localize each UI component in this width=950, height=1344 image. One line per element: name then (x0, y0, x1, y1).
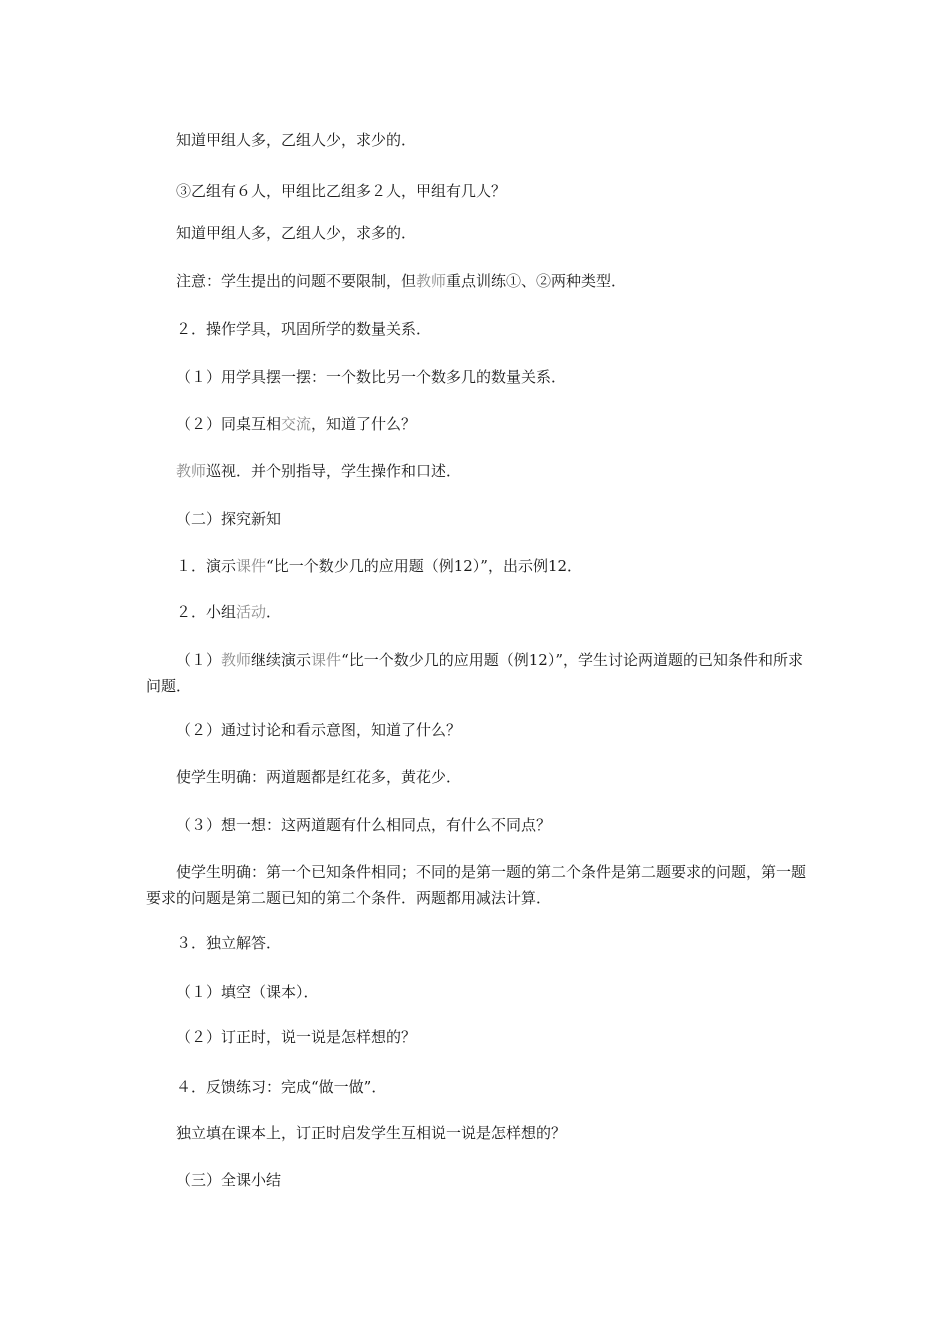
paragraph-21 (146, 1120, 806, 1146)
text-segment: （二）探究新知 (176, 510, 282, 528)
paragraph-13 (146, 717, 806, 743)
paragraph-16 (146, 859, 806, 911)
text-segment: ４．反馈练习：完成“做一做”． (176, 1078, 387, 1096)
text-segment: 巡视．并个别指导，学生操作和口述． (206, 462, 462, 480)
highlighted-term: 活动 (236, 603, 267, 621)
text-segment: （２）订正时，说一说是怎样想的？ (176, 1028, 417, 1046)
paragraph-19 (146, 1024, 806, 1050)
paragraph-5 (146, 316, 806, 342)
text-segment: 注意：学生提出的问题不要限制，但 (176, 272, 417, 290)
paragraph-22 (146, 1167, 806, 1193)
highlighted-term: 课件 (236, 557, 267, 575)
text-segment: ３．独立解答． (176, 934, 282, 952)
highlighted-term: 教师 (416, 272, 447, 290)
text-segment: 使学生明确：两道题都是红花多，黄花少． (176, 768, 462, 786)
text-segment: （２）同桌互相 (176, 415, 282, 433)
highlighted-term: 教师 (176, 462, 207, 480)
paragraph-11 (146, 599, 806, 625)
paragraph-2 (146, 178, 806, 204)
text-segment: 知道甲组人多，乙组人少，求少的． (176, 131, 417, 149)
text-segment: 继续演示 (251, 651, 312, 669)
text-segment: （１）用学具摆一摆：一个数比另一个数多几的数量关系． (176, 368, 567, 386)
text-segment: 重点训练①、②两种类型． (446, 272, 627, 290)
text-segment: ，知道了什么？ (311, 415, 417, 433)
paragraph-17 (146, 930, 806, 956)
paragraph-9 (146, 506, 806, 532)
paragraph-12 (146, 647, 806, 699)
highlighted-term: 课件 (311, 651, 342, 669)
highlighted-term: 教师 (221, 651, 252, 669)
highlighted-term: 交流 (281, 415, 312, 433)
paragraph-7 (146, 411, 806, 437)
text-segment: ２．操作学具，巩固所学的数量关系． (176, 320, 432, 338)
text-segment: （１）填空（课本）． (176, 983, 319, 1001)
paragraph-6 (146, 364, 806, 390)
paragraph-1 (146, 127, 806, 153)
paragraph-20 (146, 1074, 806, 1100)
text-segment: （１） (176, 651, 222, 669)
paragraph-4 (146, 268, 806, 294)
paragraph-3 (146, 220, 806, 246)
text-segment: （三）全课小结 (176, 1171, 282, 1189)
text-segment: 使学生明确：第一个已知条件相同；不同的是第一题的第二个条件是第二题要求的问题，第一题要求的问题是第二题已知的第二个条件．两题都用减法计算． (146, 863, 807, 907)
paragraph-14 (146, 764, 806, 790)
text-segment: ２．小组 (176, 603, 237, 621)
paragraph-18 (146, 979, 806, 1005)
text-segment: 知道甲组人多，乙组人少，求多的． (176, 224, 417, 242)
paragraph-10 (146, 553, 806, 579)
text-segment: １．演示 (176, 557, 237, 575)
text-segment: （３）想一想：这两道题有什么相同点，有什么不同点？ (176, 816, 552, 834)
paragraph-15 (146, 812, 806, 838)
text-segment: 独立填在课本上，订正时启发学生互相说一说是怎样想的？ (176, 1124, 567, 1142)
text-segment: “比一个数少几的应用题（例12）”，出示例12． (266, 557, 583, 575)
text-segment: ． (266, 603, 282, 621)
text-segment: （２）通过讨论和看示意图，知道了什么？ (176, 721, 462, 739)
paragraph-8 (146, 458, 806, 484)
text-segment: ③乙组有６人，甲组比乙组多２人，甲组有几人？ (176, 182, 507, 200)
text-segment: “比一个数少几的应用题（例12）”，学生讨论两道题的已知条件和所求问题． (146, 651, 803, 695)
